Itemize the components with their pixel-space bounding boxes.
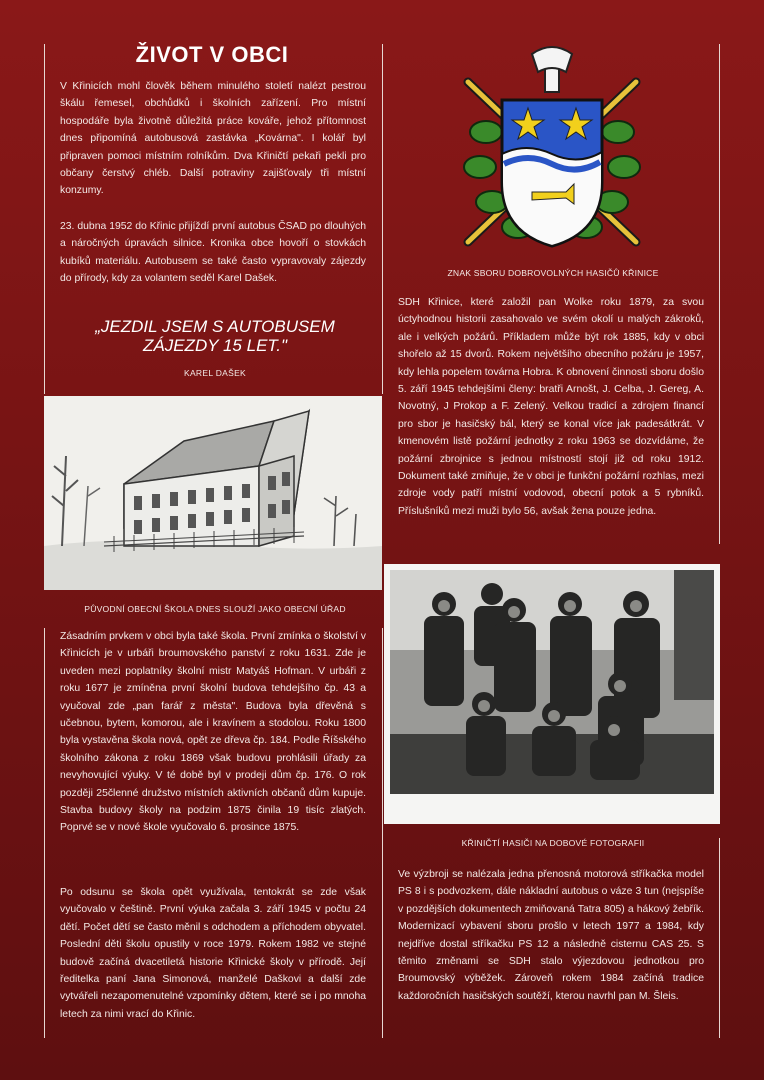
bus-paragraph: 23. dubna 1952 do Křinic přijíždí první autobus ČSAD po dlouhých a náročných úpravách silnice. Kronika obce hovoří o stovkách kubíků materiálu. Autobusem se také často vypravovaly zájezdy do přírody, kdy za volantem seděl Karel Dašek. <box>60 221 366 285</box>
firefighters-photo-drawing <box>384 564 720 824</box>
page-title: ŽIVOT V OBCI <box>135 42 289 67</box>
photo-caption: KŘINIČTÍ HASIČI NA DOBOVÉ FOTOGRAFII <box>461 838 645 848</box>
left-border-rule-lower <box>44 628 45 1038</box>
right-border-rule-lower <box>719 838 720 1038</box>
school-sketch-image <box>44 396 382 590</box>
emblem-drawing <box>446 42 658 254</box>
center-divider-lower <box>382 628 383 1038</box>
pull-quote: „JEZDIL JSEM S AUTOBUSEM ZÁJEZDY 15 LET." <box>95 317 335 355</box>
school-caption: PŮVODNÍ OBECNÍ ŠKOLA DNES SLOUŽÍ JAKO OBECNÍ ÚŘAD <box>84 604 346 614</box>
intro-paragraph: V Křinicích mohl člověk během minulého století nalézt pestrou škálu řemesel, obchůdků i školních zařízení. Pro místní hospodáře byla životně důležitá práce kováře, jehož přítomnost dnes připomíná autobusová zastávka „Kovárna". I kolář byl připraven pomoci místním rolníkům. Dva Křiničtí pekaři pekli pro občany čerstvý chléb. Další potraviny zajišťovaly tři místní konzumy. <box>60 81 366 197</box>
school-sketch-drawing <box>44 396 382 590</box>
right-border-rule <box>719 44 720 544</box>
center-divider-upper <box>382 44 383 394</box>
quote-author: KAREL DAŠEK <box>183 368 247 378</box>
equipment-paragraph: Ve výzbroji se nalézala jedna přenosná motorová stříkačka model PS 8 i s podvozkem, dále nákladní autobus o váze 3 tun (nejspíše v pozdějších dokumentech zmiňovaná Tatra 805) a hákový žebřík. Modernizací vybavení sboru prošlo v letech 1977 a 1984, kdy nejdříve dostal stříkačku PS 12 a následně cisternu CAS 25. S těmito změnami se SDH stalo výjezdovou jednotkou pro Broumovský výběžek. Zároveň rokem 1984 začíná tradice každoročních hasičských soutěží, kterou navrhl pan M. Šleis. <box>398 869 704 1002</box>
fire-brigade-emblem <box>446 42 658 254</box>
left-border-rule <box>44 44 45 394</box>
emblem-caption: ZNAK SBORU DOBROVOLNÝCH HASIČŮ KŘINICE <box>447 268 659 278</box>
fire-brigade-history-paragraph: SDH Křinice, které založil pan Wolke roku 1879, za svou úctyhodnou historii zasahovalo ve svém okolí u malých zákroků, ale i velkých požárů. Příkladem může být rok 1885, kdy v obci shořelo až 15 dvorů. Rokem největšího obecního požáru je 1957, kdy lehla popelem továrna Hobra. K obnovení činnosti sboru došlo 5. září 1945 tehdejšími členy: bratři Arnošt, J. Celba, J. Gereg, A. Novotný, J Prokop a F. Zelený. Velkou tradicí a zdrojem financí pro sbor je hasičský bál, který se konal více jak padesátkrát. V kmenovém listě požární jednotky z roku 1963 se dozvídáme, že požární zbrojnice s jednou místností stojí již od roku 1912. Dokument také zmiňuje, že v obci je funkční požární rozhlas, mezi zdroje vody patří místní vodovod, obecní potok a 5 rybníků. Příslušníků mezi muži bylo 56, avšak žena pouze jedna. <box>398 297 704 517</box>
school-history-paragraph: Zásadním prvkem v obci byla také škola. První zmínka o školství v Křinicích je v urbáři broumovského panství z roku 1631. Zde je uveden mezi poplatníky školní mistr Matyáš Hofman. V urbáři z roku 1677 je zmíněna první školní budova tehdejšího čp. 43 a vyučoval zde „pan farář z města". Budova byla dřevěná s učebnou, bytem, komorou, ale i kravínem a stodolou. Roku 1800 byla vystavěna škola nová, opět ze dřeva čp. 184. Podle Říšského školního zákona z roku 1869 však budovu prohlásili úřady za nevyhovující výuky. V té době byl v prodeji dům čp. 176. O rok později 25členné družstvo místních aktivních občanů dům kupuje. Stavba budovy školy na podzim 1875 činila 19 tisíc zlatých. Poprvé se v nové škole vyučovalo 6. prosince 1875. <box>60 631 366 834</box>
firefighters-photo <box>384 564 720 824</box>
school-postwar-paragraph: Po odsunu se škola opět využívala, tentokrát se zde však vyučovalo v češtině. První výuka začala 3. září 1945 v počtu 24 dětí. Počet dětí se často měnil s odchodem a příchodem obyvatel. Poslední děti školu opustily v roce 1979. Rokem 1982 ve stejné budově začíná dvacetiletá historie Křinické školy v přírodě. Její ředitelka paní Jana Simonová, manželé Daškovi a další zde vytvářeli nezapomenutelné vzpomínky dětem, které se i po mnoha letech za nimi vrací do Křinic. <box>60 887 366 1020</box>
